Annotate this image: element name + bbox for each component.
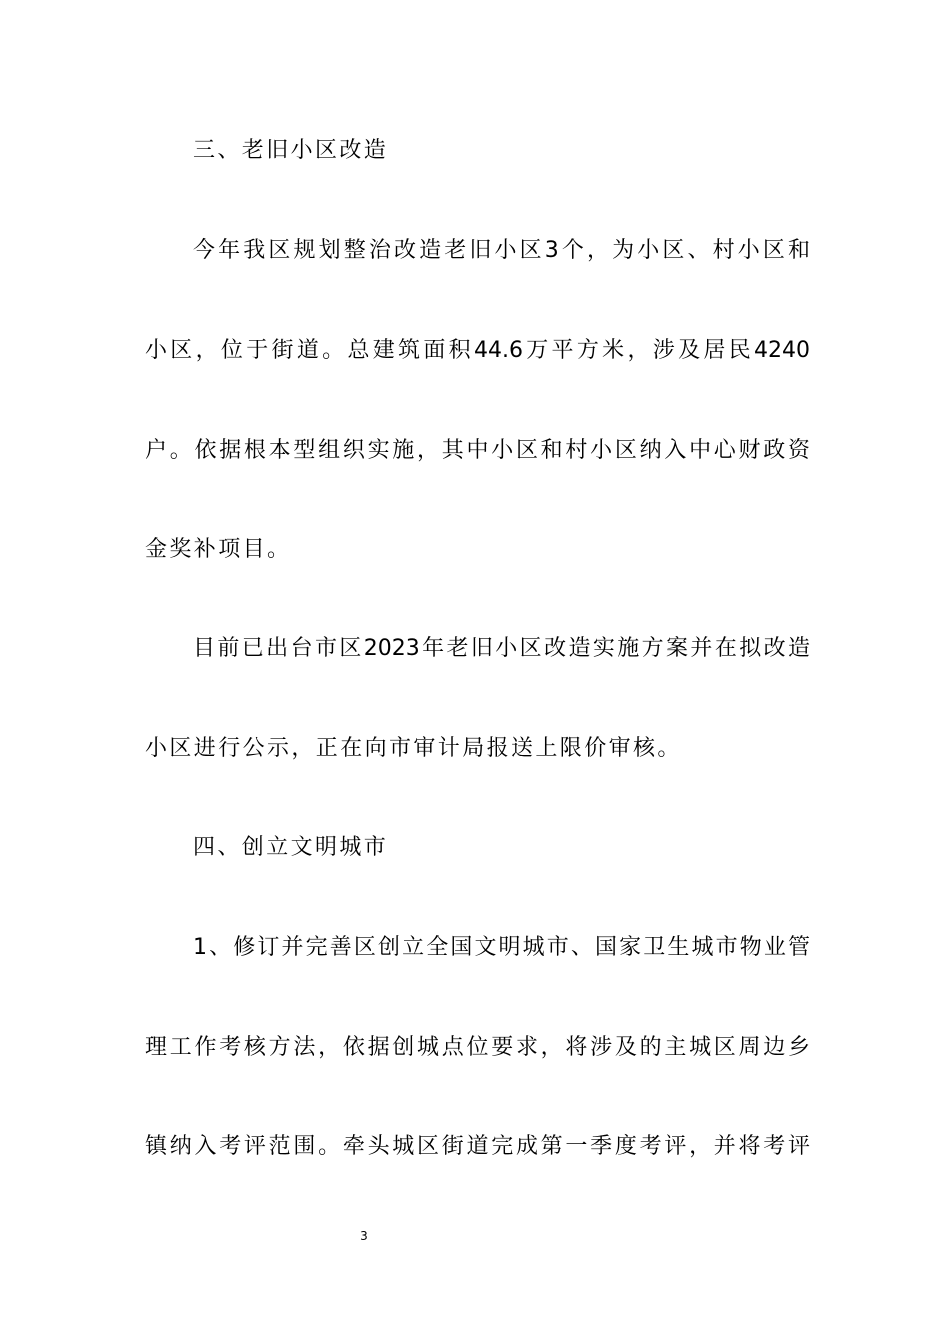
paragraph-line: 户。依据根本型组织实施，其中小区和村小区纳入中心财政资 xyxy=(145,438,810,463)
paragraph-line: 小区进行公示，正在向市审计局报送上限价审核。 xyxy=(145,736,682,761)
paragraph-line: 小区，位于街道。总建筑面积44.6万平方米，涉及居民4240 xyxy=(145,338,810,363)
section-heading-old-community: 三、老旧小区改造 xyxy=(193,138,389,163)
paragraph-line: 1、修订并完善区创立全国文明城市、国家卫生城市物业管 xyxy=(193,935,810,960)
section-heading-civilized-city: 四、创立文明城市 xyxy=(193,835,389,860)
paragraph-line: 理工作考核方法，依据创城点位要求，将涉及的主城区周边乡 xyxy=(145,1035,810,1060)
paragraph-line: 今年我区规划整治改造老旧小区3个，为小区、村小区和 xyxy=(193,238,810,263)
paragraph-line: 金奖补项目。 xyxy=(145,537,292,562)
paragraph-line: 镇纳入考评范围。牵头城区街道完成第一季度考评，并将考评 xyxy=(145,1134,810,1159)
page-number: 3 xyxy=(360,1229,368,1243)
paragraph-line: 目前已出台市区2023年老旧小区改造实施方案并在拟改造 xyxy=(193,636,810,661)
